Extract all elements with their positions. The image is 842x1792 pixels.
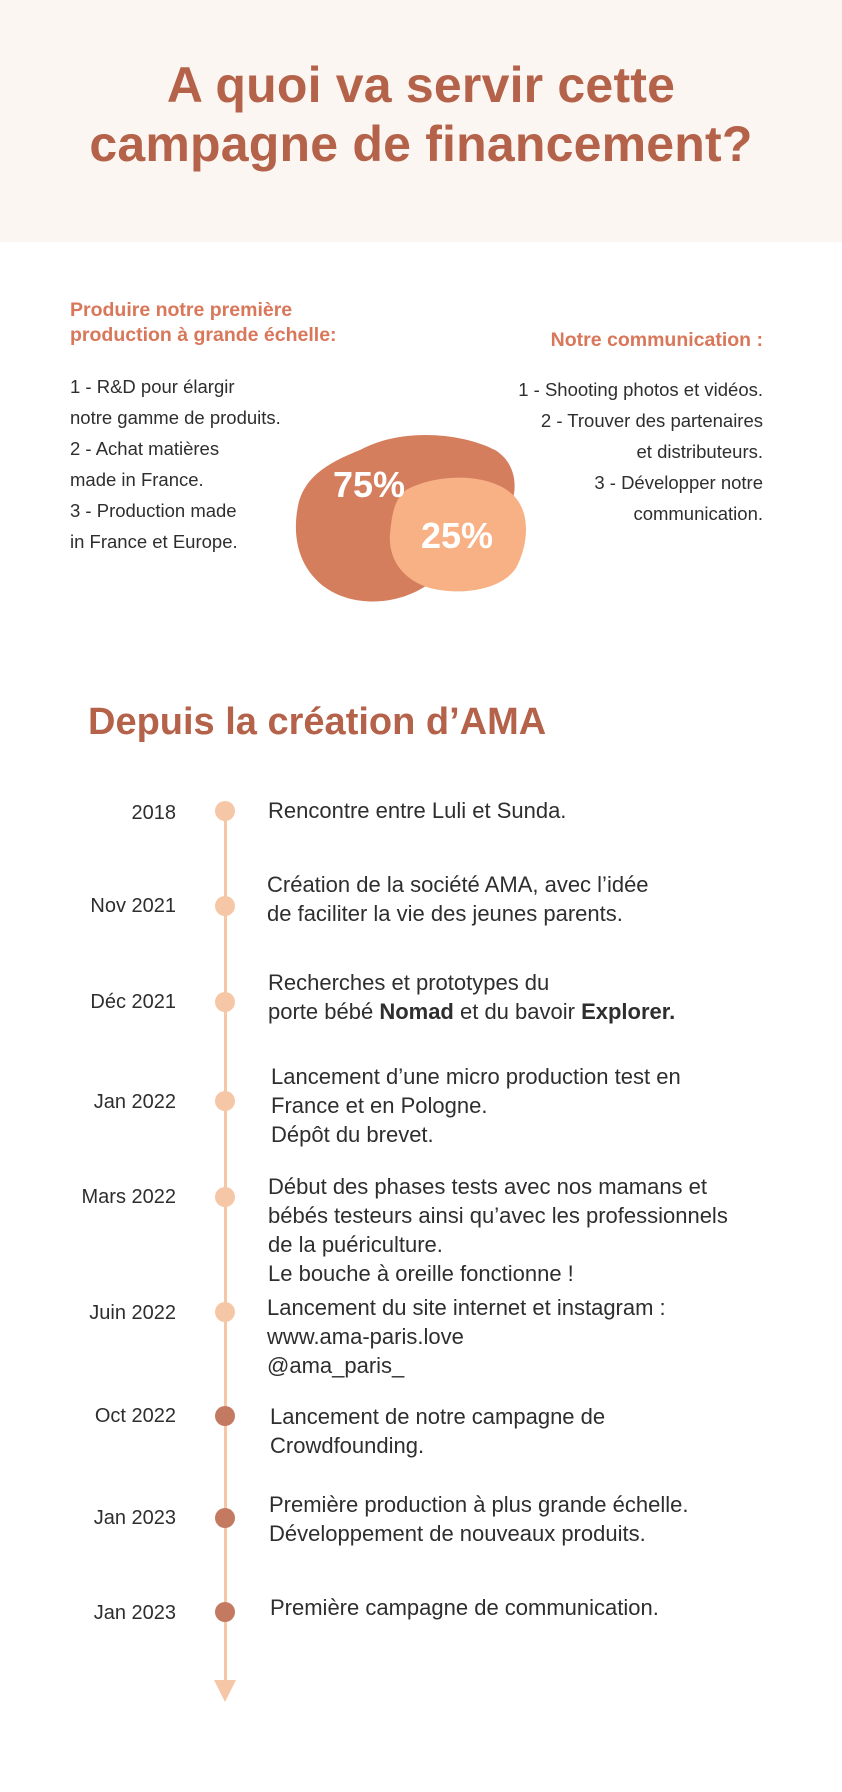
header-banner bbox=[0, 0, 842, 242]
event-date: Jan 2022 bbox=[93, 1091, 176, 1113]
event-text-line: Lancement de notre campagne de bbox=[270, 1404, 606, 1429]
event-text bbox=[267, 870, 787, 928]
production-heading bbox=[70, 298, 410, 348]
event-date: Mars 2022 bbox=[81, 1186, 176, 1208]
product-name-explorer: Explorer. bbox=[581, 999, 676, 1024]
event-dot bbox=[215, 1602, 235, 1622]
event-date: Jan 2023 bbox=[93, 1507, 176, 1529]
event-text-line: Première campagne de communication. bbox=[270, 1595, 659, 1620]
timeline-arrow-icon bbox=[214, 1680, 236, 1702]
page-title bbox=[0, 56, 842, 174]
event-text-line: Première production à plus grande échelle. bbox=[269, 1492, 689, 1517]
event-text-line: Début des phases tests avec nos mamans et bbox=[268, 1174, 708, 1199]
event-text-line: de faciliter la vie des jeunes parents. bbox=[267, 901, 623, 926]
event-text bbox=[270, 1402, 790, 1460]
event-text-part: et du bavoir bbox=[453, 999, 582, 1024]
event-text bbox=[268, 1172, 808, 1288]
event-text-line: Recherches et prototypes du bbox=[268, 970, 550, 995]
event-dot bbox=[215, 992, 235, 1012]
timeline-axis bbox=[224, 810, 227, 1690]
production-list-line: 2 - Achat matières bbox=[70, 438, 220, 459]
event-date: Oct 2022 bbox=[94, 1405, 176, 1427]
event-dot bbox=[215, 1508, 235, 1528]
event-dot bbox=[215, 1302, 235, 1322]
event-text bbox=[268, 968, 788, 1026]
product-name-nomad: Nomad bbox=[379, 999, 454, 1024]
event-date: Juin 2022 bbox=[89, 1302, 176, 1324]
event-text-line: France et en Pologne. bbox=[271, 1093, 488, 1118]
event-text-line: Création de la société AMA, avec l’idée bbox=[267, 872, 649, 897]
event-text-line: Dépôt du brevet. bbox=[271, 1122, 434, 1147]
communication-list-line: 3 - Développer notre bbox=[594, 472, 763, 493]
communication-list-line: et distributeurs. bbox=[636, 441, 763, 462]
event-text bbox=[268, 796, 788, 825]
event-date: 2018 bbox=[131, 802, 176, 824]
communication-heading: Notre communication : bbox=[550, 329, 763, 351]
event-date: Déc 2021 bbox=[90, 991, 176, 1013]
event-dot bbox=[215, 801, 235, 821]
event-dot bbox=[215, 896, 235, 916]
production-list-line: 1 - R&D pour élargir bbox=[70, 376, 235, 397]
event-text-line: Le bouche à oreille fonctionne ! bbox=[268, 1261, 574, 1286]
event-text-line: Développement de nouveaux produits. bbox=[269, 1521, 646, 1546]
event-text-line: Lancement d’une micro production test en bbox=[271, 1064, 681, 1089]
event-date: Jan 2023 bbox=[93, 1602, 176, 1624]
event-dot bbox=[215, 1187, 235, 1207]
production-list-line: notre gamme de produits. bbox=[70, 407, 281, 428]
event-date: Nov 2021 bbox=[90, 895, 176, 917]
page-title-line: A quoi va servir cette bbox=[166, 57, 676, 113]
communication-list-line: 1 - Shooting photos et vidéos. bbox=[518, 379, 763, 400]
event-text-line: Rencontre entre Luli et Sunda. bbox=[268, 798, 567, 823]
production-list-line: in France et Europe. bbox=[70, 531, 238, 552]
production-list-line: made in France. bbox=[70, 469, 204, 490]
event-text-line: bébés testeurs ainsi qu’avec les professionnels bbox=[268, 1203, 728, 1228]
event-dot bbox=[215, 1091, 235, 1111]
event-text-line bbox=[268, 997, 788, 1026]
production-heading-line: Produire notre première bbox=[70, 299, 293, 321]
communication-list-line: 2 - Trouver des partenaires bbox=[540, 410, 763, 431]
production-list-line: 3 - Production made bbox=[70, 500, 237, 521]
history-title: Depuis la création d’AMA bbox=[88, 701, 547, 743]
event-text bbox=[269, 1490, 789, 1548]
production-heading-line: production à grande échelle: bbox=[70, 324, 337, 346]
event-text-line: Crowdfounding. bbox=[270, 1433, 425, 1458]
event-text bbox=[267, 1293, 787, 1380]
event-text-line: Lancement du site internet et instagram : bbox=[267, 1295, 666, 1320]
funding-split-blobs bbox=[290, 428, 530, 603]
page-title-line: campagne de financement? bbox=[89, 116, 753, 172]
production-percent: 75% bbox=[333, 464, 406, 505]
event-text-line: www.ama-paris.love bbox=[267, 1324, 464, 1349]
event-text bbox=[270, 1593, 790, 1622]
communication-percent: 25% bbox=[421, 515, 494, 556]
event-dot bbox=[215, 1406, 235, 1426]
event-text bbox=[271, 1062, 791, 1149]
event-text-line: de la puériculture. bbox=[268, 1232, 443, 1257]
communication-list-line: communication. bbox=[633, 503, 763, 524]
event-text-part: porte bébé bbox=[268, 999, 380, 1024]
event-text-line: @ama_paris_ bbox=[267, 1353, 405, 1378]
